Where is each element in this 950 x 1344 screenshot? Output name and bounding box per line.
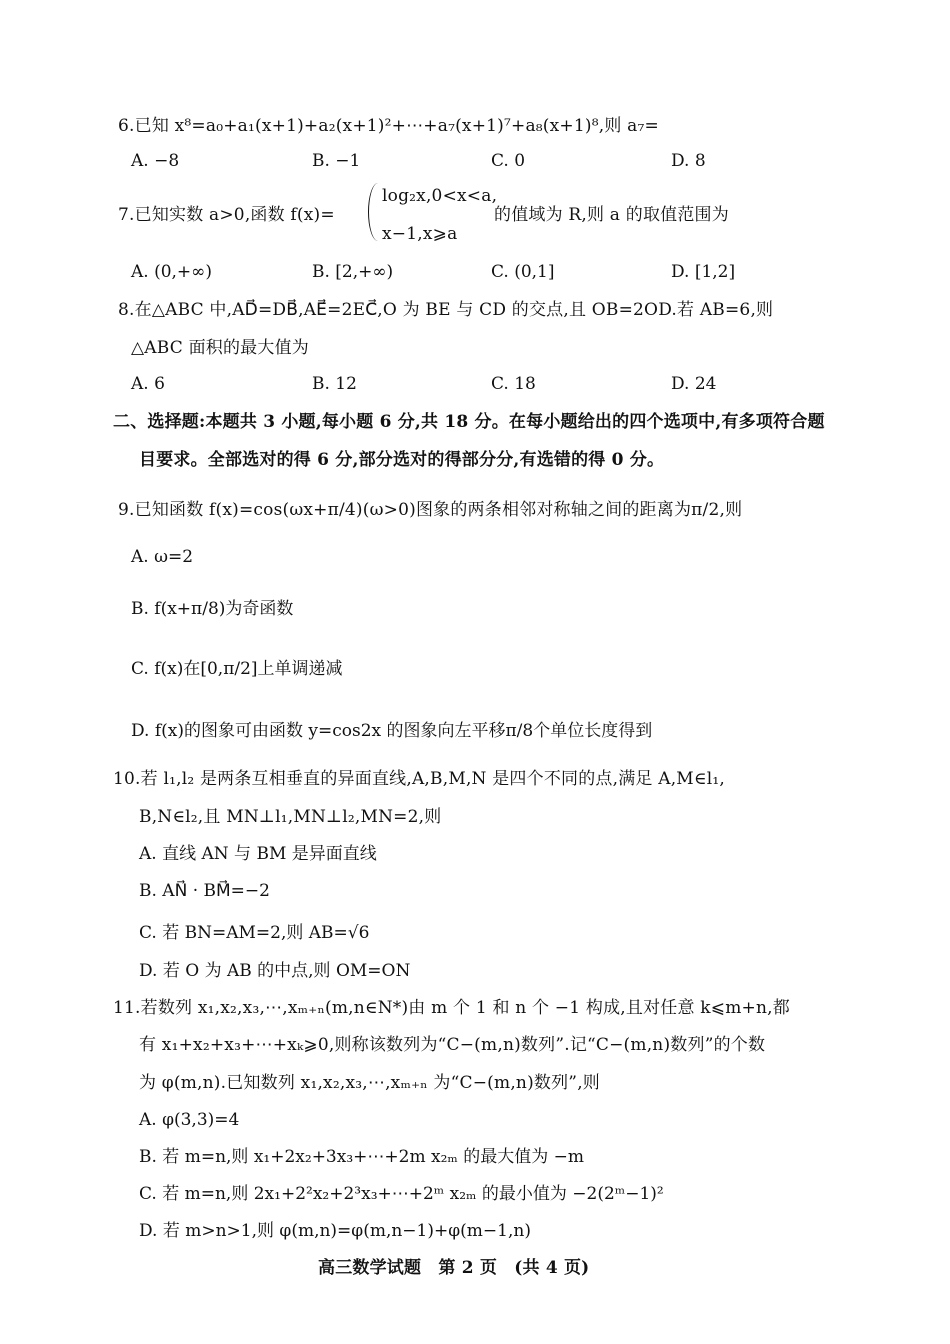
q7-case-2: x−1,x⩾a	[382, 224, 458, 244]
q7-option-d: D. [1,2]	[671, 262, 736, 282]
section-2-heading-line-2: 目要求。全部选对的得 6 分,部分选对的得部分分,有选错的得 0 分。	[139, 450, 665, 470]
q6-option-a: A. −8	[131, 151, 180, 171]
q11-stem-line-3: 为 φ(m,n).已知数列 x₁,x₂,x₃,⋯,xₘ₊ₙ 为“C−(m,n)数列”,则	[139, 1073, 600, 1093]
q7-option-c: C. (0,1]	[491, 262, 555, 282]
q11-stem-line-1: 11.若数列 x₁,x₂,x₃,⋯,xₘ₊ₙ(m,n∈N*)由 m 个 1 和 n 个 −1 构成,且对任意 k⩽m+n,都	[113, 998, 790, 1018]
q8-option-b: B. 12	[312, 374, 357, 394]
q8-option-c: C. 18	[491, 374, 536, 394]
q7-stem-suffix: 的值域为 R,则 a 的取值范围为	[494, 205, 729, 225]
q11-option-c: C. 若 m=n,则 2x₁+2²x₂+2³x₃+⋯+2ᵐ x₂ₘ 的最小值为 −2(2ᵐ−1)²	[139, 1184, 664, 1204]
q7-piecewise-brace	[368, 183, 379, 241]
q7-option-b: B. [2,+∞)	[312, 262, 394, 282]
q6-option-b: B. −1	[312, 151, 361, 171]
q10-option-a: A. 直线 AN 与 BM 是异面直线	[139, 844, 377, 864]
q9-stem: 9.已知函数 f(x)=cos(ωx+π/4)(ω>0)图象的两条相邻对称轴之间的距离为π/2,则	[118, 500, 743, 520]
q10-stem-line-2: B,N∈l₂,且 MN⊥l₁,MN⊥l₂,MN=2,则	[139, 807, 442, 827]
q11-option-a: A. φ(3,3)=4	[139, 1110, 240, 1130]
q6-stem: 6.已知 x⁸=a₀+a₁(x+1)+a₂(x+1)²+⋯+a₇(x+1)⁷+a₈(x+1)⁸,则 a₇=	[118, 116, 659, 136]
q11-option-d: D. 若 m>n>1,则 φ(m,n)=φ(m,n−1)+φ(m−1,n)	[139, 1221, 531, 1241]
q11-option-b: B. 若 m=n,则 x₁+2x₂+3x₃+⋯+2m x₂ₘ 的最大值为 −m	[139, 1147, 584, 1167]
q8-option-a: A. 6	[131, 374, 165, 394]
q7-stem-prefix: 7.已知实数 a>0,函数 f(x)=	[118, 205, 335, 225]
q8-option-d: D. 24	[671, 374, 717, 394]
q10-option-c: C. 若 BN=AM=2,则 AB=√6	[139, 923, 370, 943]
q9-option-b: B. f(x+π/8)为奇函数	[131, 599, 294, 619]
q9-option-a: A. ω=2	[131, 547, 194, 567]
q8-stem-line-2: △ABC 面积的最大值为	[131, 338, 309, 358]
q9-option-d: D. f(x)的图象可由函数 y=cos2x 的图象向左平移π/8个单位长度得到	[131, 721, 653, 741]
q11-stem-line-2: 有 x₁+x₂+x₃+⋯+xₖ⩾0,则称该数列为“C−(m,n)数列”.记“C−(m,n)数列”的个数	[139, 1035, 766, 1055]
q10-stem-line-1: 10.若 l₁,l₂ 是两条互相垂直的异面直线,A,B,M,N 是四个不同的点,满足 A,M∈l₁,	[113, 769, 725, 789]
q6-option-c: C. 0	[491, 151, 526, 171]
page-footer: 高三数学试题 第 2 页 (共 4 页)	[318, 1258, 590, 1278]
q7-case-1: log₂x,0<x<a,	[382, 186, 498, 206]
q10-option-d: D. 若 O 为 AB 的中点,则 OM=ON	[139, 961, 411, 981]
section-2-heading-line-1: 二、选择题:本题共 3 小题,每小题 6 分,共 18 分。在每小题给出的四个选项中,有多项符合题	[113, 412, 825, 432]
q8-stem-line-1: 8.在△ABC 中,AD⃗=DB⃗,AE⃗=2EC⃗,O 为 BE 与 CD 的交点,且 OB=2OD.若 AB=6,则	[118, 300, 774, 320]
q10-option-b: B. AN⃗ · BM⃗=−2	[139, 881, 270, 901]
q9-option-c: C. f(x)在[0,π/2]上单调递减	[131, 659, 343, 679]
q6-option-d: D. 8	[671, 151, 706, 171]
q7-option-a: A. (0,+∞)	[131, 262, 212, 282]
